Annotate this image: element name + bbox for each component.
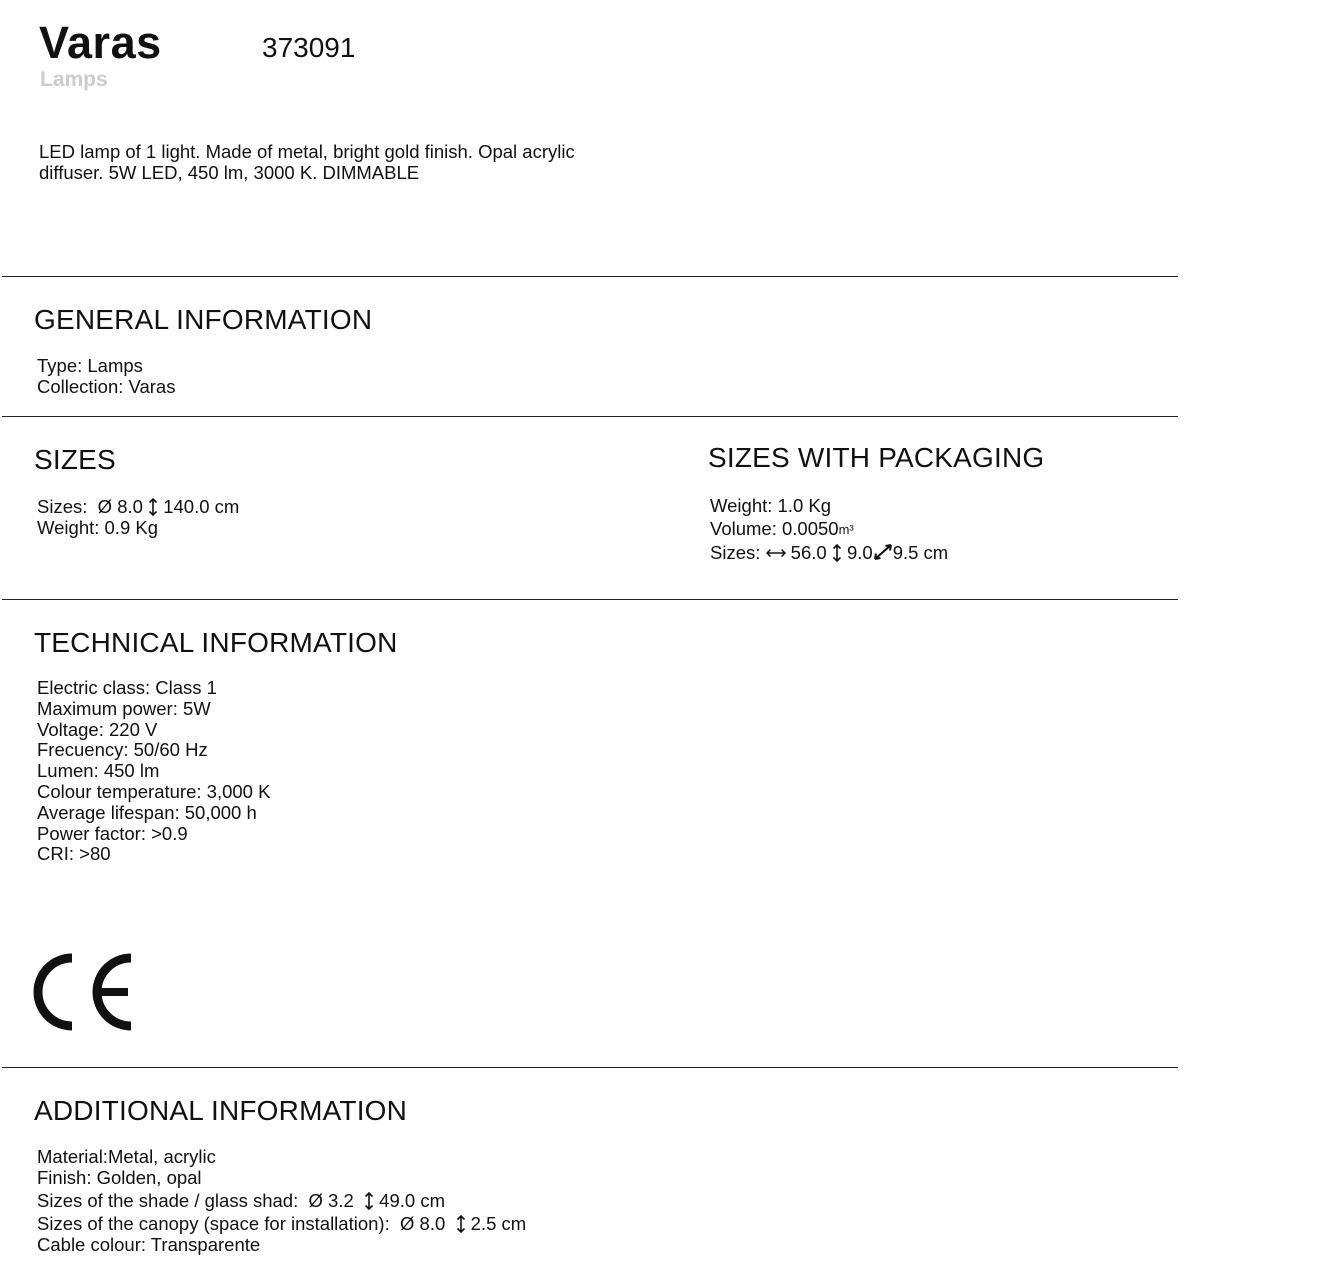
technical-item: Voltage: 220 V <box>37 718 158 740</box>
sizes-details <box>37 496 239 538</box>
collection-line: Collection: Varas <box>37 376 176 397</box>
material-line: Material:Metal, acrylic <box>37 1146 216 1167</box>
technical-item: Frecuency: 50/60 Hz <box>37 739 208 761</box>
packaging-weight: Weight: 1.0 Kg <box>710 495 832 516</box>
section-divider <box>2 276 1178 277</box>
horizontal-double-arrow-icon <box>766 541 786 564</box>
general-details <box>37 355 175 397</box>
product-title: Varas <box>39 17 162 68</box>
sizes-label: Sizes: <box>37 496 88 517</box>
packaging-details <box>710 494 948 564</box>
additional-heading: ADDITIONAL INFORMATION <box>34 1095 408 1126</box>
vertical-double-arrow-icon <box>148 496 158 517</box>
vertical-double-arrow-icon <box>832 541 842 564</box>
packaging-sizes-line <box>710 541 948 564</box>
vertical-double-arrow-icon <box>364 1190 374 1211</box>
packaging-volume: Volume: 0.0050 <box>710 518 839 539</box>
technical-item: Colour temperature: 3,000 K <box>37 780 271 802</box>
technical-list <box>37 678 270 865</box>
technical-item: CRI: >80 <box>37 843 111 865</box>
additional-details <box>37 1146 526 1255</box>
packaging-depth: 9.5 cm <box>892 542 949 563</box>
diagonal-double-arrow-icon <box>873 541 893 564</box>
shade-height: 49.0 cm <box>379 1190 445 1211</box>
packaging-sizes-label: Sizes: <box>710 542 761 563</box>
sizes-height: 140.0 cm <box>163 496 240 517</box>
technical-item: Power factor: >0.9 <box>37 822 188 844</box>
product-reference: 373091 <box>262 32 356 63</box>
sizes-heading: SIZES <box>34 444 116 475</box>
technical-heading: TECHNICAL INFORMATION <box>34 627 398 658</box>
technical-item: Lumen: 450 lm <box>37 760 160 782</box>
packaging-height: 9.0 <box>846 542 873 563</box>
technical-item: Average lifespan: 50,000 h <box>37 801 257 823</box>
volume-unit: m³ <box>838 522 854 537</box>
sizes-diameter: Ø 8.0 <box>97 496 143 517</box>
canopy-diameter: Ø 8.0 <box>400 1213 446 1234</box>
packaging-volume-line <box>710 517 948 541</box>
ce-mark-icon <box>32 950 136 1034</box>
vertical-double-arrow-icon <box>456 1213 466 1234</box>
shade-sizes-line <box>37 1190 526 1211</box>
section-divider <box>2 416 1178 417</box>
sizes-weight: Weight: 0.9 Kg <box>37 517 159 538</box>
canopy-label: Sizes of the canopy (space for installation): <box>37 1213 390 1234</box>
packaging-heading: SIZES WITH PACKAGING <box>708 442 1045 473</box>
type-line: Type: Lamps <box>37 355 143 376</box>
section-divider <box>2 1067 1178 1068</box>
general-heading: GENERAL INFORMATION <box>34 304 373 335</box>
cable-colour-line: Cable colour: Transparente <box>37 1234 261 1255</box>
sizes-line <box>37 496 239 517</box>
shade-diameter: Ø 3.2 <box>308 1190 354 1211</box>
product-category: Lamps <box>40 68 108 91</box>
section-divider <box>2 599 1178 600</box>
technical-item: Maximum power: 5W <box>37 697 211 719</box>
finish-line: Finish: Golden, opal <box>37 1167 202 1188</box>
technical-item: Electric class: Class 1 <box>37 677 217 698</box>
packaging-width: 56.0 <box>790 542 827 563</box>
canopy-height: 2.5 cm <box>470 1213 527 1234</box>
canopy-sizes-line <box>37 1213 526 1234</box>
shade-label: Sizes of the shade / glass shad: <box>37 1190 299 1211</box>
product-description: LED lamp of 1 light. Made of metal, bright gold finish. Opal acrylic diffuser. 5W LED, 450 lm, 3000 K. DIMMABLE <box>39 141 575 183</box>
